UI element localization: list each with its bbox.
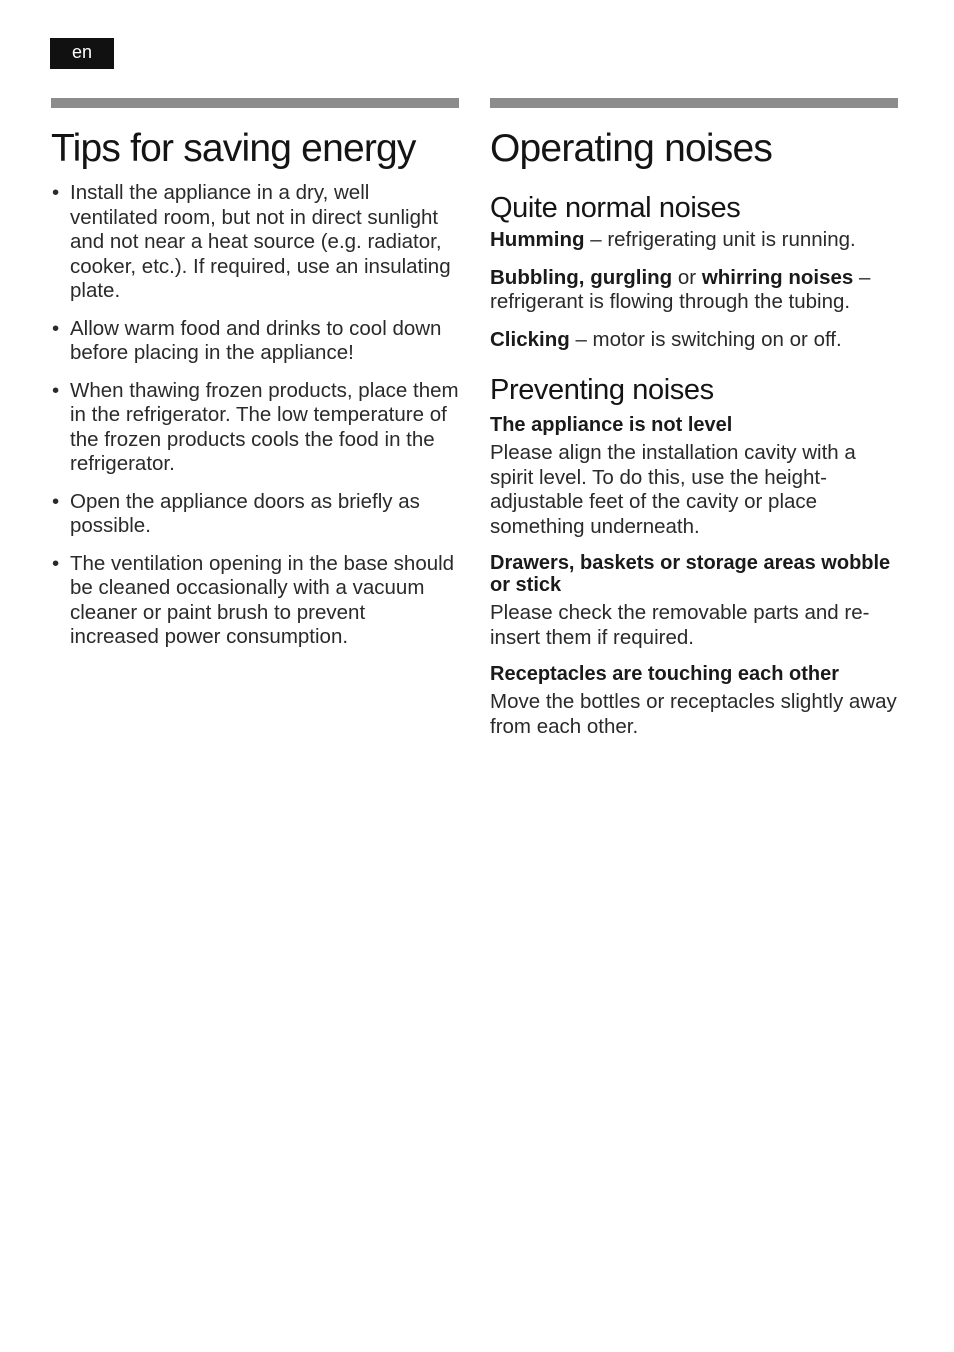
tip-text: Install the appliance in a dry, well ventilated room, but not in direct sunlight and not near a heat source (e.g. radiator, cooker, etc.). If required, use an insulating plate. — [70, 181, 451, 302]
section-rule — [51, 98, 459, 108]
bubbling-desc: – refrigerant is flowing through the tubing. — [490, 265, 871, 313]
tip-text: Allow warm food and drinks to cool down before placing in the appliance! — [70, 316, 442, 364]
drawers-wobble-text: Please check the removable parts and re-insert them if required. — [490, 601, 870, 649]
humming-line — [490, 228, 898, 253]
language-badge: en — [50, 38, 114, 69]
tip-item — [51, 317, 459, 366]
normal-noises-heading: Quite normal noises — [490, 192, 741, 224]
tip-item — [51, 379, 459, 477]
drawers-wobble-heading: Drawers, baskets or storage areas wobble or stick — [490, 552, 891, 596]
tip-item — [51, 490, 459, 539]
tip-text: Open the appliance doors as briefly as possible. — [70, 489, 420, 537]
bullet-icon: • — [52, 551, 60, 575]
receptacles-touching-text: Move the bottles or receptacles slightly away from each other. — [490, 690, 897, 738]
bullet-icon: • — [52, 181, 60, 204]
tip-text: When thawing frozen products, place them in the refrigerator. The low temperature of the frozen products cools the food in the refrigerator. — [70, 378, 459, 475]
tip-item — [51, 181, 459, 304]
whirring-term: whirring noises — [701, 265, 854, 289]
tip-item — [51, 552, 459, 650]
clicking-desc: – motor is switching on or off. — [569, 327, 842, 351]
bullet-icon: • — [52, 316, 60, 340]
bubbling-or: or — [672, 265, 702, 289]
operating-noises-title: Operating noises — [490, 127, 773, 170]
humming-term: Humming — [490, 228, 585, 251]
clicking-line — [490, 328, 898, 353]
receptacles-touching-heading: Receptacles are touching each other — [490, 663, 840, 685]
bubbling-line — [490, 266, 898, 315]
bullet-icon: • — [52, 378, 60, 402]
bullet-icon: • — [52, 489, 60, 513]
energy-tips-column — [51, 98, 459, 663]
energy-tips-title: Tips for saving energy — [51, 127, 416, 170]
humming-desc: – refrigerating unit is running. — [584, 228, 856, 251]
not-level-text: Please align the installation cavity with a spirit level. To do this, use the height-adjustable feet of the cavity or place something underneath. — [490, 441, 856, 538]
clicking-term: Clicking — [490, 327, 570, 351]
not-level-heading: The appliance is not level — [490, 414, 733, 436]
preventing-noises-heading: Preventing noises — [490, 374, 714, 406]
section-rule — [490, 98, 898, 108]
tip-text: The ventilation opening in the base should be cleaned occasionally with a vacuum cleaner or paint brush to prevent increased power consumption. — [70, 551, 455, 648]
energy-tips-list — [51, 181, 459, 650]
operating-noises-column — [490, 98, 898, 752]
bubbling-term: Bubbling, gurgling — [490, 265, 673, 289]
